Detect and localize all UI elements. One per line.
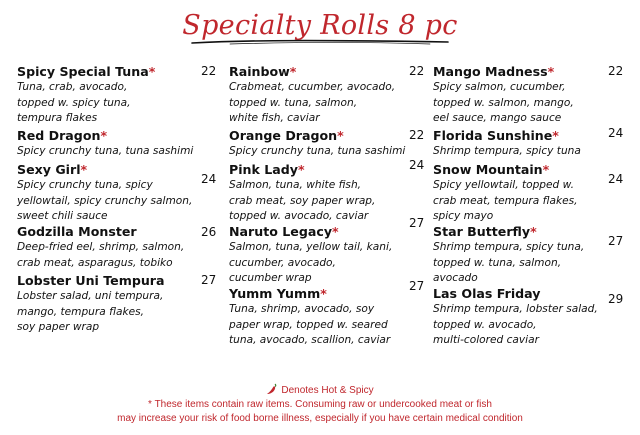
menu-column-3 — [433, 64, 632, 364]
menu-item-description: topped w. spicy tuna, — [17, 96, 131, 109]
raw-item-star: * — [542, 162, 550, 177]
title-underline-flourish — [190, 37, 450, 47]
menu-item-description: crab meat, tempura flakes, — [433, 194, 578, 207]
menu-item-price: 24 — [409, 158, 425, 172]
raw-item-star: * — [332, 224, 339, 239]
menu-item-description: cucumber, avocado, — [229, 256, 336, 269]
raw-item-star: * — [298, 162, 305, 177]
menu-item-description: avocado — [433, 272, 478, 284]
menu-item-name: Yumm Yumm* — [229, 286, 327, 301]
raw-item-star: * — [530, 224, 537, 239]
menu-item-name: Snow Mountain* — [433, 162, 550, 177]
menu-item-description: cucumber wrap — [229, 272, 312, 284]
menu-item-description: topped w. avocado, caviar — [229, 210, 369, 222]
warning-star: * — [148, 399, 152, 410]
menu-item — [229, 224, 392, 287]
raw-warning-line-2: may increase your risk of food borne illness, especially if you have certain medical condition — [117, 413, 523, 424]
menu-item-description: Tuna, shrimp, avocado, soy — [229, 303, 375, 315]
menu-item-name: Red Dragon* — [17, 128, 108, 143]
menu-item-name: Star Butterfly* — [433, 224, 537, 239]
menu-item-price: 24 — [608, 126, 624, 140]
menu-item — [433, 64, 574, 127]
menu-item-description: tuna, avocado, scallion, caviar — [229, 334, 391, 346]
menu-item-name: Rainbow* — [229, 64, 297, 79]
menu-item-description: Spicy crunchy tuna, tuna sashimi — [17, 145, 194, 157]
menu-item — [433, 224, 584, 287]
menu-item-description: soy paper wrap — [17, 321, 100, 333]
menu-item-price: 27 — [608, 234, 624, 248]
raw-item-star: * — [552, 128, 559, 143]
menu-item-name: Godzilla Monster — [17, 224, 137, 239]
raw-item-star: * — [320, 286, 327, 301]
spicy-legend-text: Denotes Hot & Spicy — [281, 385, 374, 396]
menu-item-name: Sexy Girl* — [17, 162, 88, 177]
menu-item-name: Mango Madness* — [433, 64, 555, 79]
menu-item-description: topped w. salmon, mango, — [433, 96, 574, 109]
menu-item — [17, 273, 165, 336]
menu-item-description: multi-colored caviar — [433, 334, 539, 346]
menu-title: Specialty Rolls 8 pc — [182, 10, 458, 41]
menu-item-description: Spicy crunchy tuna, spicy — [17, 179, 153, 191]
menu-item-name: Florida Sunshine* — [433, 128, 559, 143]
menu-item — [229, 128, 405, 160]
menu-column-2 — [229, 64, 433, 364]
menu-item — [17, 162, 192, 225]
menu-item-description: topped w. tuna, salmon, — [433, 256, 562, 269]
menu-item-description: white fish, caviar — [229, 112, 320, 124]
menu-item-description: Shrimp tempura, spicy tuna, — [433, 241, 585, 253]
menu-item-description: paper wrap, topped w. seared — [229, 318, 388, 331]
menu-item-name: Lobster Uni Tempura — [17, 273, 165, 288]
menu-item-price: 27 — [201, 273, 217, 287]
raw-item-star: * — [80, 162, 88, 177]
menu-item — [17, 128, 193, 160]
menu-item-price: 29 — [608, 292, 624, 306]
menu-item-price: 26 — [201, 225, 217, 239]
raw-item-star: * — [100, 128, 108, 143]
menu-item — [17, 224, 184, 271]
menu-item — [433, 128, 581, 160]
menu-item-description: Salmon, tuna, yellow tail, kani, — [229, 241, 393, 253]
menu-item-description: crab meat, soy paper wrap, — [229, 194, 376, 207]
menu-item-description: Lobster salad, uni tempura, — [17, 290, 164, 302]
raw-item-star: * — [289, 64, 297, 79]
menu-item-price: 22 — [409, 128, 425, 142]
menu-item-price: 22 — [409, 64, 425, 78]
menu-item — [229, 286, 390, 349]
menu-item-description: Spicy yellowtail, topped w. — [433, 179, 574, 191]
menu-item-description: Shrimp tempura, lobster salad, — [433, 303, 598, 315]
menu-item-name: Pink Lady* — [229, 162, 305, 177]
menu-item-description: mango, tempura flakes, — [17, 305, 144, 318]
menu-item-description: spicy mayo — [433, 210, 494, 222]
menu-item — [17, 64, 155, 127]
raw-item-star: * — [337, 128, 344, 143]
raw-item-star: * — [148, 64, 156, 79]
menu-item-description: Salmon, tuna, white fish, — [229, 179, 362, 191]
menu-item — [433, 162, 578, 225]
menu-item-name: Orange Dragon* — [229, 128, 344, 143]
raw-item-star: * — [547, 64, 555, 79]
menu-column-1 — [17, 64, 225, 364]
menu-item-description: Spicy salmon, cucumber, — [433, 81, 566, 93]
menu-item-price: 22 — [201, 64, 217, 78]
menu-item-description: yellowtail, spicy crunchy salmon, — [17, 194, 193, 207]
chili-pepper-icon — [266, 383, 278, 395]
menu-item — [433, 286, 598, 349]
menu-item-price: 24 — [608, 172, 624, 186]
menu-item-description: Spicy crunchy tuna, tuna sashimi — [229, 145, 406, 157]
menu-item-price: 22 — [608, 64, 624, 78]
menu-item-description: tempura flakes — [17, 112, 98, 124]
menu-item-description: Tuna, crab, avocado, — [17, 81, 128, 93]
menu-item-price: 24 — [201, 172, 217, 186]
menu-item-description: Crabmeat, cucumber, avocado, — [229, 81, 396, 93]
spicy-legend — [0, 383, 640, 396]
menu-item-name: Naruto Legacy* — [229, 224, 339, 239]
menu-item-name: Spicy Special Tuna* — [17, 64, 156, 79]
menu-item-description: topped w. tuna, salmon, — [229, 96, 358, 109]
menu-item-description: eel sauce, mango sauce — [433, 112, 562, 124]
menu-item — [229, 64, 395, 127]
menu-item-description: Deep-fried eel, shrimp, salmon, — [17, 241, 185, 253]
raw-warning-line-1 — [0, 399, 640, 410]
raw-warning-text-1: These items contain raw items. Consuming raw or undercooked meat or fish — [154, 399, 492, 410]
menu-item-description: topped w. avocado, — [433, 318, 537, 331]
menu-item-price: 27 — [409, 279, 425, 293]
menu-item-name: Las Olas Friday — [433, 286, 541, 301]
menu-item-description: crab meat, asparagus, tobiko — [17, 256, 173, 269]
menu-item-description: sweet chili sauce — [17, 210, 108, 222]
menu-item-description: Shrimp tempura, spicy tuna — [433, 145, 581, 157]
menu-item — [229, 162, 375, 225]
menu-item-price: 27 — [409, 216, 425, 230]
